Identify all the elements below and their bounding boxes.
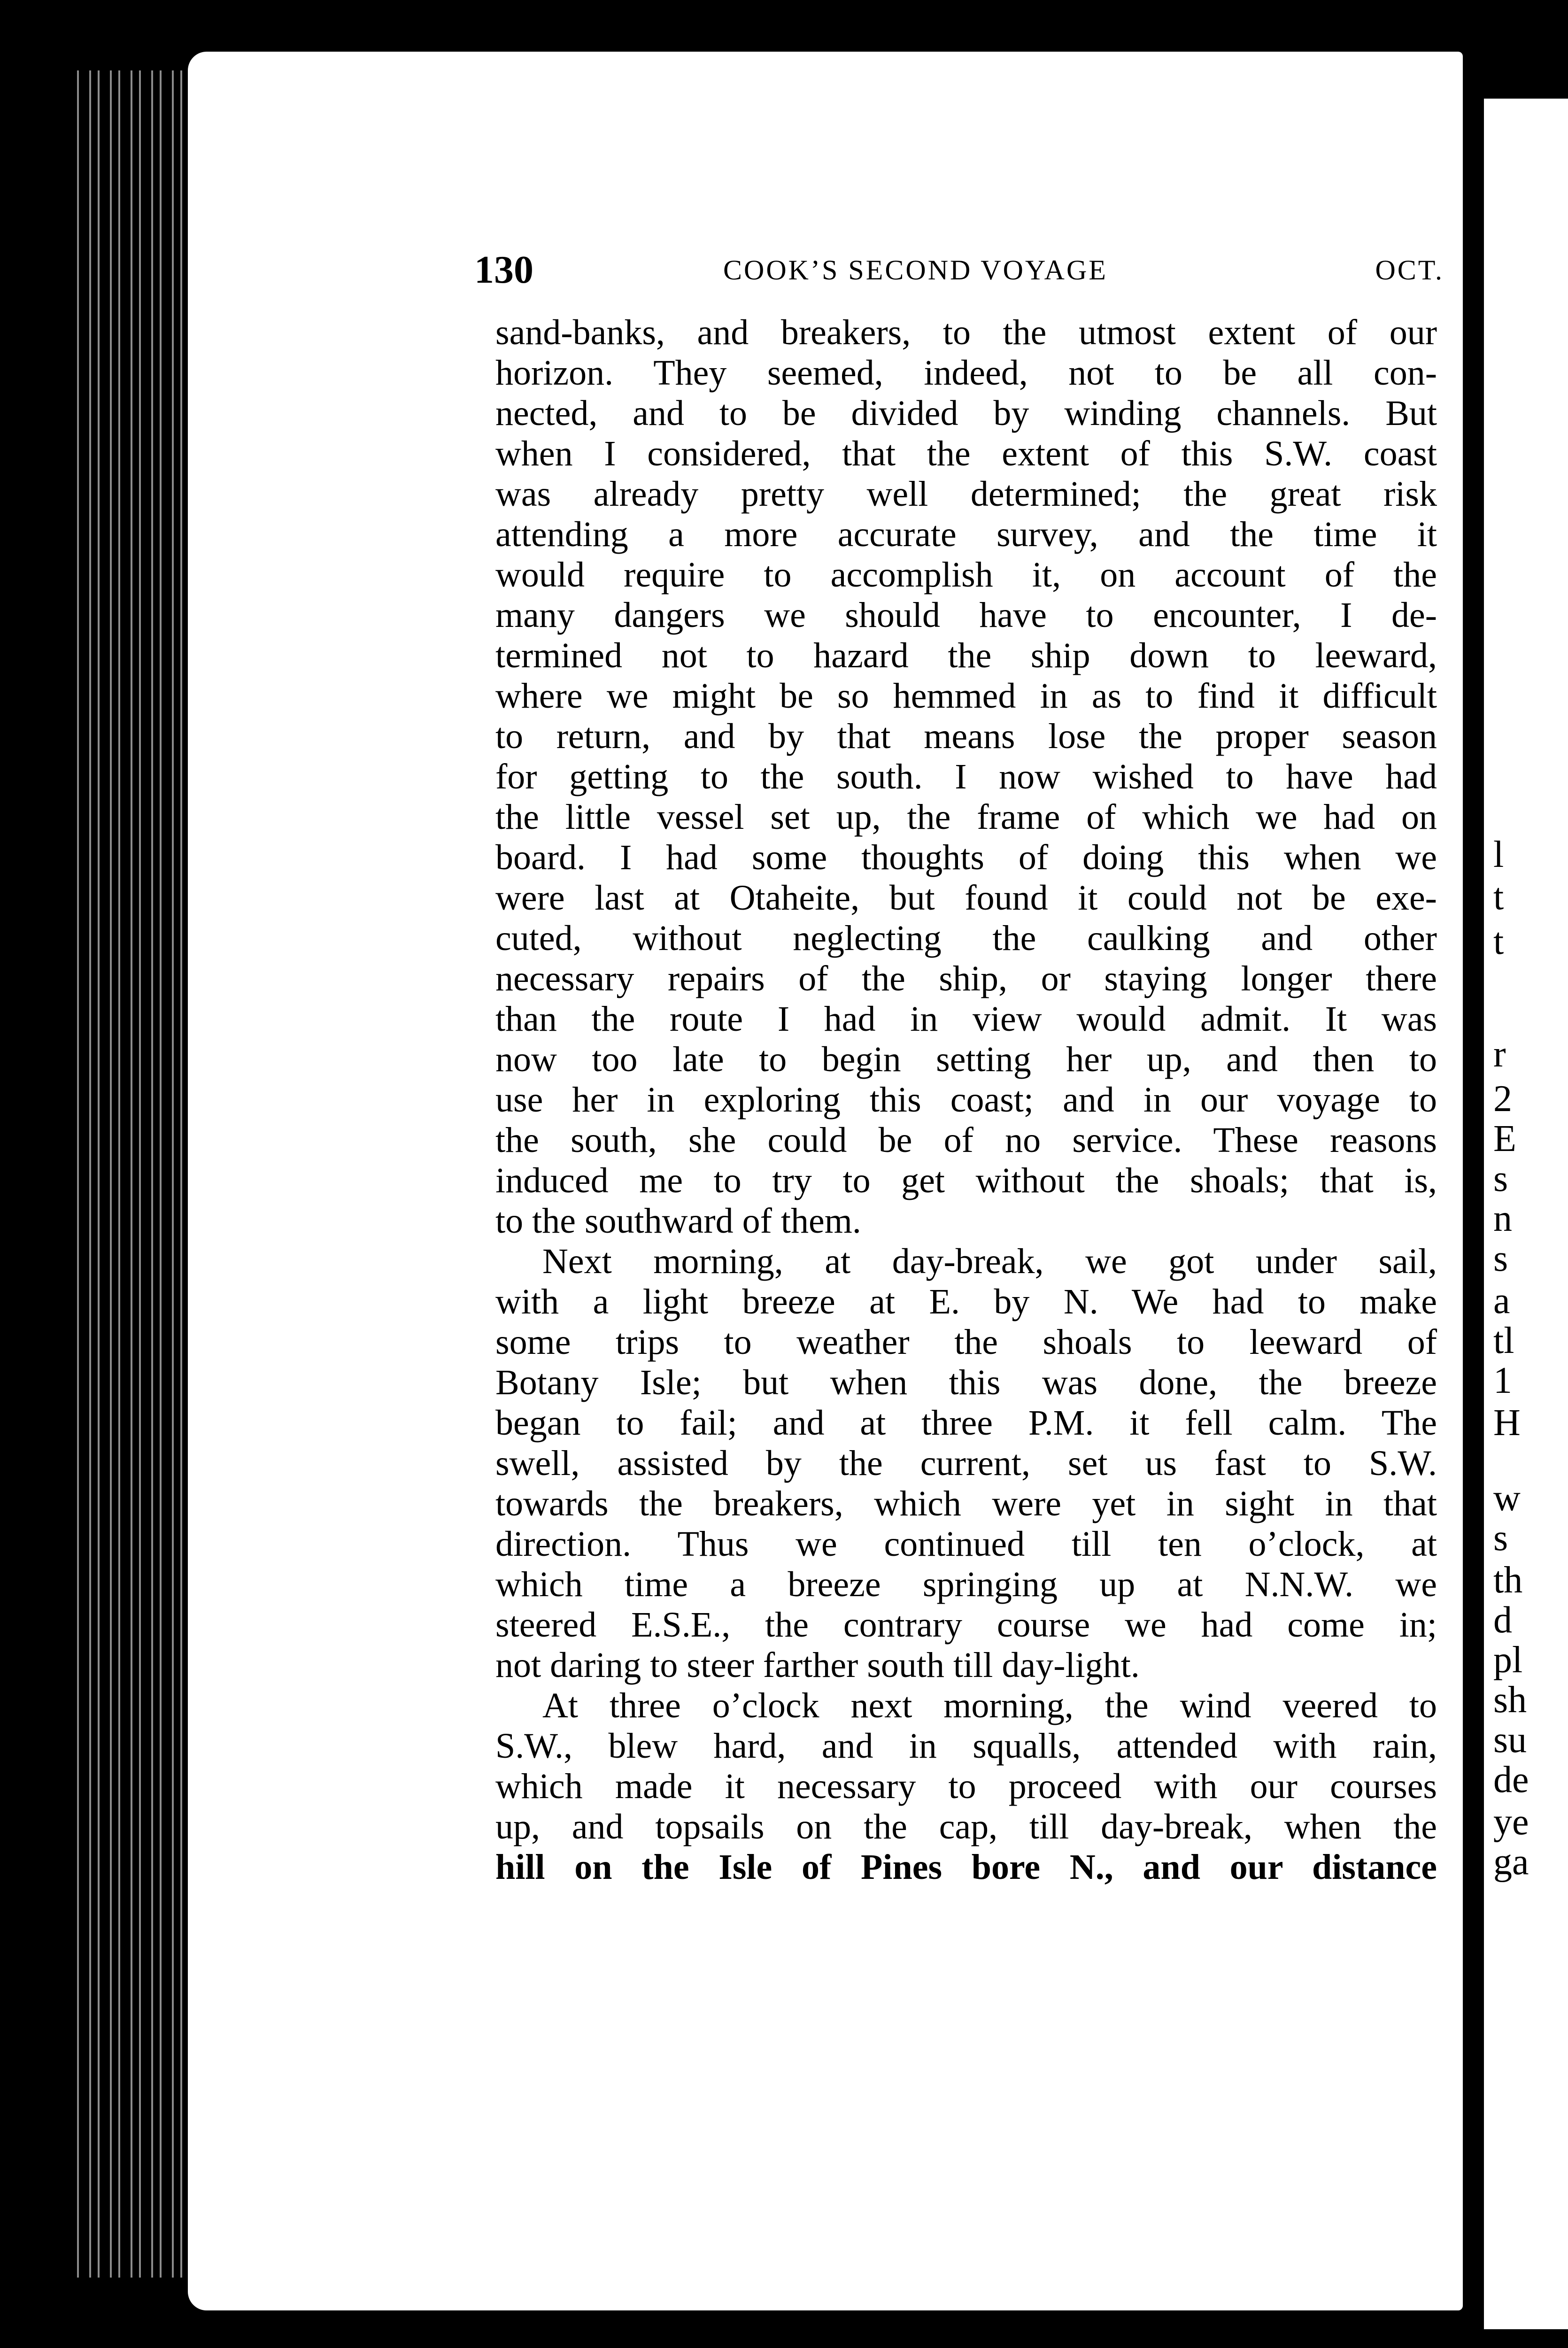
facing-page-fragment: s <box>1493 1158 1508 1199</box>
text-line: use her in exploring this coast; and in our voyage to <box>495 1080 1437 1120</box>
facing-page-fragment: E <box>1493 1118 1516 1159</box>
facing-page-fragment: tl <box>1493 1320 1514 1361</box>
facing-page-fragment: t <box>1493 876 1504 918</box>
text-line: cuted, without neglecting the caulking and other <box>495 919 1437 958</box>
facing-page-fragment: t <box>1493 921 1504 962</box>
text-line: attending a more accurate survey, and the time it <box>495 515 1437 554</box>
facing-page-fragment: de <box>1493 1759 1529 1800</box>
text-line: At three o’clock next morning, the wind veered to <box>542 1686 1437 1725</box>
text-line: began to fail; and at three P.M. it fell calm. The <box>495 1403 1437 1443</box>
text-line: towards the breakers, which were yet in sight in that <box>495 1484 1437 1523</box>
text-line: nected, and to be divided by winding channels. But <box>495 394 1437 433</box>
text-line: which made it necessary to proceed with our courses <box>495 1767 1437 1806</box>
text-line: up, and topsails on the cap, till day-break, when the <box>495 1807 1437 1846</box>
facing-page-fragment: ga <box>1493 1841 1529 1883</box>
text-line: board. I had some thoughts of doing this when we <box>495 838 1437 877</box>
facing-page-fragment: su <box>1493 1719 1527 1761</box>
facing-page-fragment: s <box>1493 1517 1508 1559</box>
facing-page-fragment: s <box>1493 1238 1508 1279</box>
facing-page-fragment: a <box>1493 1280 1510 1321</box>
facing-page-fragment: sh <box>1493 1679 1527 1721</box>
text-line: not daring to steer farther south till day-light. <box>495 1645 1140 1685</box>
text-line: which time a breeze springing up at N.N.W. we <box>495 1565 1437 1604</box>
text-line: Next morning, at day-break, we got under sail, <box>542 1242 1437 1281</box>
facing-page-fragment: H <box>1493 1402 1521 1444</box>
running-title: COOK’S SECOND VOYAGE <box>723 255 1108 286</box>
text-line: were last at Otaheite, but found it could not be exe- <box>495 878 1437 918</box>
text-line: S.W., blew hard, and in squalls, attended with rain, <box>495 1726 1437 1766</box>
text-line: some trips to weather the shoals to leeward of <box>495 1322 1437 1362</box>
facing-page-fragment: pl <box>1493 1639 1523 1681</box>
facing-page-fragment: ye <box>1493 1801 1529 1843</box>
text-line: necessary repairs of the ship, or staying longer there <box>495 959 1437 998</box>
text-line: to return, and by that means lose the proper season <box>495 717 1437 756</box>
text-line: steered E.S.E., the contrary course we had come in; <box>495 1605 1437 1645</box>
text-line: was already pretty well determined; the great risk <box>495 474 1437 514</box>
facing-page-fragment: d <box>1493 1599 1512 1641</box>
text-line: many dangers we should have to encounter, I de- <box>495 595 1437 635</box>
text-line: would require to accomplish it, on account of the <box>495 555 1437 595</box>
facing-page-fragment: l <box>1493 834 1504 875</box>
facing-page-fragment: w <box>1493 1477 1521 1519</box>
text-line: than the route I had in view would admit. It was <box>495 999 1437 1039</box>
text-line: sand-banks, and breakers, to the utmost extent of our <box>495 313 1437 352</box>
text-line: termined not to hazard the ship down to leeward, <box>495 636 1437 675</box>
text-line: horizon. They seemed, indeed, not to be all con- <box>495 353 1437 393</box>
text-line: to the southward of them. <box>495 1201 861 1241</box>
text-line: the south, she could be of no service. These reasons <box>495 1120 1437 1160</box>
text-line: for getting to the south. I now wished to have had <box>495 757 1437 796</box>
text-line: where we might be so hemmed in as to find it difficult <box>495 676 1437 716</box>
running-header <box>474 247 1449 294</box>
text-line: the little vessel set up, the frame of which we had on <box>495 797 1437 837</box>
facing-page-fragment: 1 <box>1493 1360 1512 1401</box>
text-line: hill on the Isle of Pines bore N., and our distance <box>495 1847 1437 1887</box>
text-line: induced me to try to get without the shoals; that is, <box>495 1161 1437 1200</box>
text-line: when I considered, that the extent of this S.W. coast <box>495 434 1437 473</box>
facing-page-fragment: r <box>1493 1034 1506 1075</box>
body-text <box>495 312 1437 1887</box>
running-month: OCT. <box>1375 255 1444 286</box>
text-line: direction. Thus we continued till ten o’clock, at <box>495 1524 1437 1564</box>
text-line: now too late to begin setting her up, and then to <box>495 1040 1437 1079</box>
text-line: with a light breeze at E. by N. We had to make <box>495 1282 1437 1321</box>
facing-page-fragment: n <box>1493 1198 1512 1239</box>
facing-page-fragment: th <box>1493 1560 1523 1601</box>
page-number: 130 <box>474 248 533 292</box>
text-line: swell, assisted by the current, set us fast to S.W. <box>495 1444 1437 1483</box>
facing-page-fragment: 2 <box>1493 1078 1512 1120</box>
text-line: Botany Isle; but when this was done, the breeze <box>495 1363 1437 1402</box>
